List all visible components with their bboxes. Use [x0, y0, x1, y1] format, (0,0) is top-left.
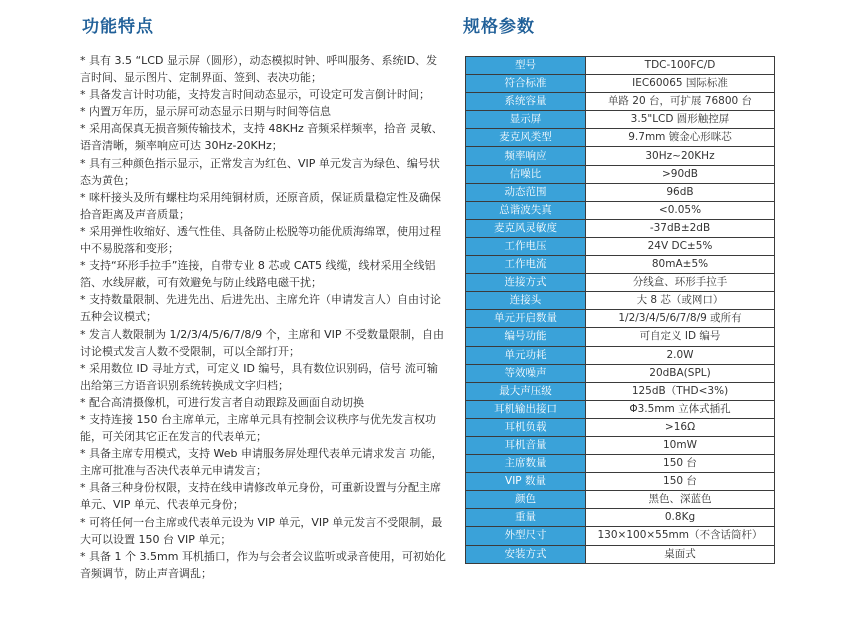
spec-label: 工作电流 — [466, 256, 586, 274]
spec-value: 150 台 — [586, 473, 775, 491]
spec-row — [466, 201, 775, 219]
spec-row — [466, 183, 775, 201]
spec-label: 连接头 — [466, 292, 586, 310]
spec-label: 频率响应 — [466, 147, 586, 165]
feature-item: * 咪杆接头及所有螺柱均采用纯铜材质，还原音质，保证质量稳定性及确保拾音距离及声音质量； — [80, 190, 441, 221]
spec-row — [466, 509, 775, 527]
feature-item: * 采用数位 ID 寻址方式，可定义 ID 编号，具有数位识别码，信号 流可输出给第三方语音识别系统转换成文字归档； — [80, 361, 438, 392]
feature-item: * 发言人数限制为 1/2/3/4/5/6/7/8/9 个，主席和 VIP 不受数量限制，自由讨论模式发言人数不受限制，可以全部打开； — [80, 327, 445, 358]
feature-item: * 采用高保真无损音频传输技术，支持 48KHz 音频采样频率，拾音 灵敏、语音清晰，频率响应可达 30Hz-20KHz； — [80, 122, 443, 153]
spec-label: 显示屏 — [466, 111, 586, 129]
feature-item: * 支持连接 150 台主席单元，主席单元具有控制会议秩序与优先发言权功能，可关闭其它正在发言的代表单元； — [80, 412, 436, 444]
spec-label: 单元功耗 — [466, 346, 586, 364]
spec-label: 系统容量 — [466, 93, 586, 111]
spec-row — [466, 274, 775, 292]
feature-item: * 具备三种身份权限，支持在线申请修改单元身份，可重新设置与分配主席单元、VIP 单元、代表单元身份； — [80, 481, 441, 512]
spec-label: 信噪比 — [466, 165, 586, 183]
spec-value: 20dBA(SPL) — [586, 364, 775, 382]
spec-row — [466, 455, 775, 473]
spec-value: 3.5"LCD 圆形触控屏 — [586, 111, 775, 129]
features-list — [80, 52, 446, 582]
spec-row — [466, 346, 775, 364]
spec-label: 型号 — [466, 57, 586, 75]
spec-label: 重量 — [466, 509, 586, 527]
spec-row — [466, 328, 775, 346]
feature-item: * 支持“环形手拉手”连接，自带专业 8 芯或 CAT5 线缆，线材采用全线铝箔、水线屏蔽，可有效避免与防止线路电磁干扰； — [80, 259, 436, 290]
spec-value: 30Hz~20KHz — [586, 147, 775, 165]
feature-item: * 具备主席专用模式，支持 Web 申请服务屏处理代表单元请求发言 功能，主席可批准与否决代表单元申请发言； — [80, 447, 443, 478]
spec-value: 80mA±5% — [586, 256, 775, 274]
spec-row — [466, 165, 775, 183]
spec-value: Φ3.5mm 立体式插孔 — [586, 400, 775, 418]
feature-item: * 可将任何一台主席或代表单元设为 VIP 单元，VIP 单元发言不受限制，最大可以设置 150 台 VIP 单元； — [80, 515, 443, 546]
spec-label: 动态范围 — [466, 183, 586, 201]
spec-label: 外型尺寸 — [466, 527, 586, 545]
spec-value: TDC-100FC/D — [586, 57, 775, 75]
spec-value: 黑色、深蓝色 — [586, 491, 775, 509]
spec-row — [466, 292, 775, 310]
spec-value: 1/2/3/4/5/6/7/8/9 或所有 — [586, 310, 775, 328]
spec-label: 单元开启数量 — [466, 310, 586, 328]
spec-row — [466, 57, 775, 75]
spec-row — [466, 93, 775, 111]
spec-row — [466, 129, 775, 147]
spec-value: 125dB（THD<3%) — [586, 382, 775, 400]
spec-value: IEC60065 国际标准 — [586, 75, 775, 93]
spec-label: 耳机音量 — [466, 436, 586, 454]
spec-row — [466, 400, 775, 418]
spec-row — [466, 364, 775, 382]
spec-label: 麦克风灵敏度 — [466, 219, 586, 237]
spec-table — [465, 56, 775, 564]
spec-label: VIP 数量 — [466, 473, 586, 491]
feature-item: * 具备发言计时功能，支持发言时间动态显示，可设定可发言倒计时间； — [80, 88, 430, 102]
spec-row — [466, 256, 775, 274]
spec-value: 单路 20 台，可扩展 76800 台 — [586, 93, 775, 111]
spec-value: >16Ω — [586, 418, 775, 436]
spec-row — [466, 545, 775, 563]
spec-row — [466, 382, 775, 400]
spec-label: 工作电压 — [466, 237, 586, 255]
spec-label: 颜色 — [466, 491, 586, 509]
feature-item: * 具备 1 个 3.5mm 耳机插口，作为与会者会议监听或录音使用，可初始化音频调节，防止声音调乱； — [80, 549, 446, 580]
spec-value: 96dB — [586, 183, 775, 201]
spec-value: 大 8 芯（或网口） — [586, 292, 775, 310]
spec-value: 10mW — [586, 436, 775, 454]
spec-label: 最大声压级 — [466, 382, 586, 400]
specs-heading: 规格参数 — [463, 17, 535, 37]
spec-row — [466, 491, 775, 509]
feature-item: * 内置万年历，显示屏可动态显示日期与时间等信息 — [80, 105, 331, 119]
spec-label: 安装方式 — [466, 545, 586, 563]
spec-value: 24V DC±5% — [586, 237, 775, 255]
features-heading: 功能特点 — [82, 17, 154, 37]
spec-row — [466, 75, 775, 93]
spec-label: 麦克风类型 — [466, 129, 586, 147]
spec-label: 总谐波失真 — [466, 201, 586, 219]
spec-value: 分线盒、环形手拉手 — [586, 274, 775, 292]
spec-row — [466, 111, 775, 129]
spec-label: 耳机输出接口 — [466, 400, 586, 418]
spec-row — [466, 527, 775, 545]
spec-value: -37dB±2dB — [586, 219, 775, 237]
spec-label: 耳机负载 — [466, 418, 586, 436]
spec-value: 桌面式 — [586, 545, 775, 563]
spec-value: 0.8Kg — [586, 509, 775, 527]
feature-item: * 具有 3.5 “LCD 显示屏（圆形），动态模拟时钟、呼叫服务、系统ID、发言时间、显示图片、定制界面、签到、表决功能； — [80, 54, 438, 85]
feature-item: * 具有三种颜色指示显示，正常发言为红色、VIP 单元发言为绿色、编号状态为黄色； — [80, 156, 440, 187]
spec-row — [466, 436, 775, 454]
feature-item: * 配合高清摄像机，可进行发言者自动跟踪及画面自动切换 — [80, 395, 364, 409]
spec-row — [466, 219, 775, 237]
spec-label: 符合标准 — [466, 75, 586, 93]
spec-row — [466, 473, 775, 491]
spec-value: 可自定义 ID 编号 — [586, 328, 775, 346]
spec-row — [466, 310, 775, 328]
spec-value: 2.0W — [586, 346, 775, 364]
spec-value: <0.05% — [586, 201, 775, 219]
spec-row — [466, 147, 775, 165]
spec-row — [466, 237, 775, 255]
feature-item: * 支持数量限制、先进先出、后进先出、主席允许（申请发言人）自由讨论五种会议模式； — [80, 293, 441, 324]
feature-item: * 采用弹性收缩好、透气性佳、具备防止松脱等功能优质海绵罩，使用过程中不易脱落和变形； — [80, 224, 441, 256]
spec-label: 连接方式 — [466, 274, 586, 292]
spec-label: 等效噪声 — [466, 364, 586, 382]
spec-value: 130×100×55mm（不含话筒杆） — [586, 527, 775, 545]
spec-value: 9.7mm 镀金心形咪芯 — [586, 129, 775, 147]
spec-value: >90dB — [586, 165, 775, 183]
spec-row — [466, 418, 775, 436]
spec-label: 主席数量 — [466, 455, 586, 473]
spec-label: 编号功能 — [466, 328, 586, 346]
spec-value: 150 台 — [586, 455, 775, 473]
